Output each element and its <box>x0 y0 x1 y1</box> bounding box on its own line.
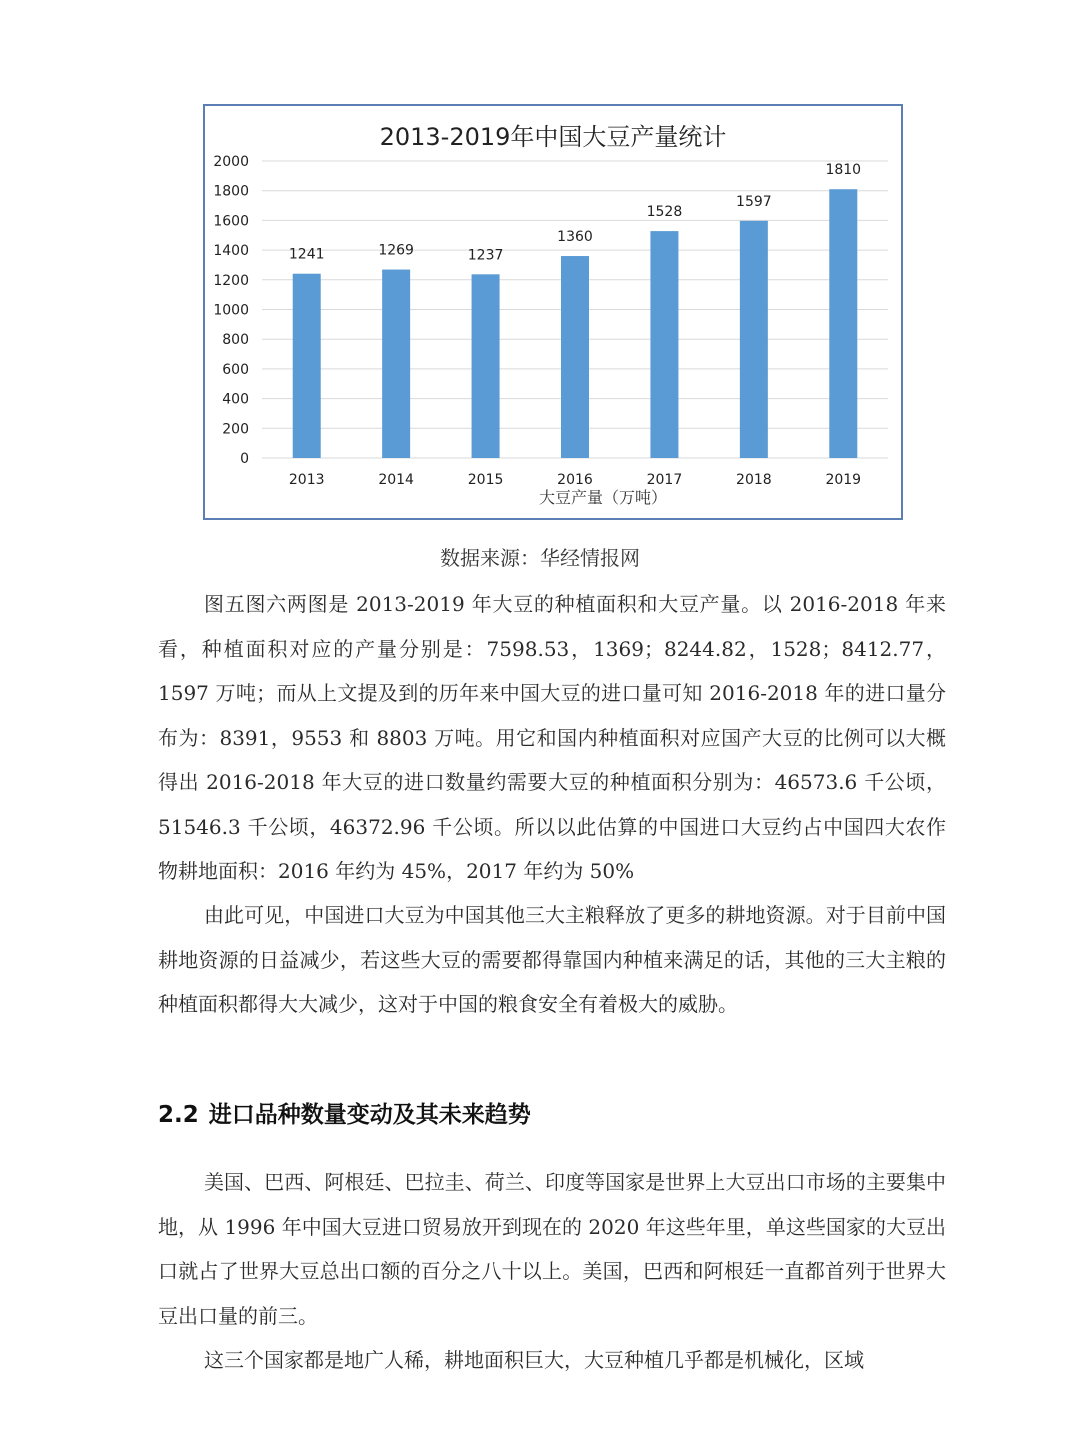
y-tick-label: 1200 <box>213 272 249 289</box>
data-label: 1237 <box>467 247 504 264</box>
x-tick-label: 2018 <box>736 472 772 488</box>
x-tick-label: 2014 <box>378 472 414 488</box>
data-label: 1360 <box>557 229 593 246</box>
y-tick-label: 1600 <box>213 213 249 230</box>
y-tick-label: 600 <box>222 361 249 378</box>
chart-title: 2013-2019年中国大豆产量统计 <box>379 123 727 151</box>
body-paragraph-1: 图五图六两图是 2013-2019 年大豆的种植面积和大豆产量。以 2016-2018 年来看，种植面积对应的产量分别是：7598.53，1369；8244.82，1528；8412.77，1597 万吨；而从上文提及到的历年来中国大豆的进口量可知 2016-2018 年的进口量分布为：8391，9553 和 8803 万吨。用它和国内种植面积对应国产大豆的比例可以大概得出 2016-2018 年大豆的进口数量约需要大豆的种植面积分别为：46573.6 千公顷，51546.3 千公顷，46372.96 千公顷。所以以此估算的中国进口大豆约占中国四大农作物耕地面积：2016 年约为 45%，2017 年约为 50% <box>158 592 946 883</box>
y-tick-label: 400 <box>222 391 249 408</box>
y-tick-label: 1800 <box>213 183 249 200</box>
chart-frame <box>203 104 903 520</box>
data-label: 1241 <box>288 246 325 263</box>
figure-caption: 数据来源：华经情报网 <box>440 546 640 570</box>
y-tick-label: 0 <box>240 451 249 467</box>
data-label: 1597 <box>736 193 772 210</box>
x-tick-label: 2017 <box>646 472 683 488</box>
bar <box>650 231 678 458</box>
x-tick-label: 2015 <box>467 472 504 488</box>
bar <box>740 221 768 458</box>
body-paragraph-2: 由此可见，中国进口大豆为中国其他三大主粮释放了更多的耕地资源。对于目前中国耕地资源的日益减少，若这些大豆的需要都得靠国内种植来满足的话，其他的三大主粮的种植面积都得大大减少，这对于中国的粮食安全有着极大的威胁。 <box>158 903 946 1016</box>
x-tick-label: 2019 <box>825 472 862 488</box>
y-axis-ticks <box>213 154 249 467</box>
y-tick-label: 800 <box>222 332 249 349</box>
data-labels <box>289 162 861 263</box>
x-tick-label: 2013 <box>288 472 325 488</box>
bar-chart <box>205 106 901 518</box>
section-number: 2.2 <box>158 1102 199 1128</box>
y-tick-label: 1400 <box>213 243 249 260</box>
body-paragraph-4: 这三个国家都是地广人稀，耕地面积巨大，大豆种植几乎都是机械化，区域 <box>204 1348 864 1372</box>
bar <box>561 256 589 458</box>
y-tick-label: 2000 <box>213 154 249 170</box>
section-title: 进口品种数量变动及其未来趋势 <box>208 1102 531 1128</box>
bar <box>293 274 321 458</box>
section-heading <box>158 1096 531 1129</box>
y-tick-label: 1000 <box>213 302 249 319</box>
body-paragraph-3: 美国、巴西、阿根廷、巴拉圭、荷兰、印度等国家是世界上大豆出口市场的主要集中地，从 1996 年中国大豆进口贸易放开到现在的 2020 年这些年里，单这些国家的大豆出口就占了世界大豆总出口额的百分之八十以上。美国，巴西和阿根廷一直都首列于世界大豆出口量的前三。 <box>158 1170 946 1328</box>
data-label: 1810 <box>825 162 862 179</box>
bar <box>382 270 410 458</box>
bar <box>472 274 500 458</box>
bar <box>829 189 857 458</box>
data-label: 1269 <box>378 242 414 259</box>
y-tick-label: 200 <box>222 421 249 438</box>
x-axis-title: 大豆产量（万吨） <box>538 488 668 507</box>
x-axis-ticks <box>289 472 861 488</box>
x-tick-label: 2016 <box>557 472 593 488</box>
data-label: 1528 <box>646 204 683 221</box>
